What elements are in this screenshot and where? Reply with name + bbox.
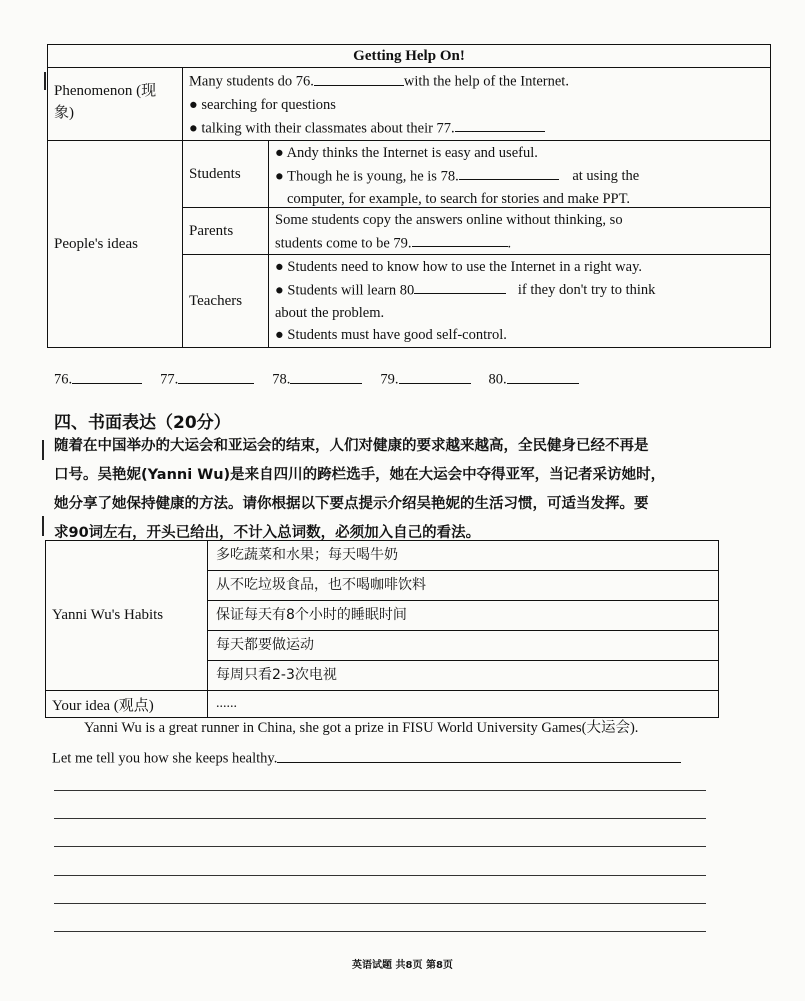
students-content: ● Andy thinks the Internet is easy and useful. ● Though he is young, he is 78. at using the computer, for example, to search for stories and make PPT.	[275, 145, 640, 207]
idea-row	[46, 691, 718, 717]
parents-row	[183, 208, 770, 255]
writing-line[interactable]	[54, 846, 706, 847]
phenomenon-row	[48, 68, 770, 141]
students-row	[183, 141, 770, 208]
ideas-group	[183, 141, 770, 347]
habit-item: 从不吃垃圾食品，也不喝咖啡饮料	[208, 571, 718, 601]
habits-list	[208, 541, 718, 690]
habit-item: 保证每天有8个小时的睡眠时间	[208, 601, 718, 631]
margin-mark	[42, 440, 44, 460]
essay-opening-line-2: Let me tell you how she keeps healthy.	[52, 747, 681, 768]
parents-content: Some students copy the answers online without thinking, so students come to be 79. .	[275, 212, 623, 251]
phenomenon-line-3: ● talking with their classmates about their 77.	[189, 117, 764, 141]
page-footer: 英语试题 共8页 第8页	[352, 960, 453, 971]
teachers-label: Teachers	[183, 255, 269, 347]
writing-line[interactable]	[54, 818, 706, 819]
teachers-row	[183, 255, 770, 347]
phenomenon-content	[183, 68, 770, 140]
habits-label: Yanni Wu's Habits	[46, 541, 208, 690]
answer-blanks	[54, 368, 694, 389]
parents-label: Parents	[183, 208, 269, 254]
blank-76[interactable]	[314, 70, 404, 86]
ideas-row	[48, 141, 770, 347]
habits-table	[45, 540, 719, 718]
idea-value: ......	[216, 696, 237, 711]
essay-opening-line-1: Yanni Wu is a great runner in China, she got a prize in FISU World University Games(大运会).	[84, 720, 639, 736]
writing-line[interactable]	[54, 931, 706, 932]
margin-mark	[42, 516, 44, 536]
habit-item: 多吃蔬菜和水果；每天喝牛奶	[208, 541, 718, 571]
phenomenon-label: Phenomenon (现象)	[48, 68, 183, 140]
answer-76[interactable]: 76.	[54, 368, 142, 389]
blank-79[interactable]	[412, 232, 508, 248]
writing-line[interactable]	[54, 790, 706, 791]
writing-line[interactable]	[54, 903, 706, 904]
habit-item: 每周只看2-3次电视	[216, 667, 337, 683]
margin-mark	[44, 72, 46, 90]
ideas-label: People's ideas	[48, 141, 183, 347]
habit-item: 每天都要做运动	[208, 631, 718, 661]
answer-79[interactable]: 79.	[380, 368, 470, 389]
section-instructions: 随着在中国举办的大运会和亚运会的结束，人们对健康的要求越来越高，全民健身已经不再是 口号。吴艳妮(Yanni Wu)是来自四川的跨栏选手，她在大运会中夺得亚军，当记者采访她时， 她分享了她保持健康的方法。请你根据以下要点提示介绍吴艳妮的生活习惯，可适当发挥。要 求90词左右，开头已给出，不计入总词数，必须加入自己的看法。	[54, 438, 666, 541]
essay-blank[interactable]	[277, 747, 681, 763]
students-label: Students	[183, 141, 269, 207]
blank-78[interactable]	[459, 165, 559, 181]
phenomenon-line-2: ● searching for questions	[189, 96, 336, 113]
phenomenon-line-1: Many students do 76. with the help of the Internet.	[189, 70, 764, 94]
getting-help-table	[47, 44, 771, 348]
writing-line[interactable]	[54, 875, 706, 876]
blank-77[interactable]	[455, 117, 545, 133]
idea-label: Your idea (观点)	[46, 691, 208, 717]
answer-77[interactable]: 77.	[160, 368, 254, 389]
answer-78[interactable]: 78.	[272, 368, 362, 389]
blank-80[interactable]	[414, 279, 506, 295]
table-title: Getting Help On!	[48, 45, 770, 68]
teachers-content: ● Students need to know how to use the Internet in a right way. ● Students will learn 80 if they don't try to think about the problem. ● Students must have good self-control.	[275, 259, 656, 343]
section-title: 四、书面表达（20分）	[54, 413, 231, 433]
habits-row	[46, 541, 718, 691]
answer-80[interactable]: 80.	[489, 368, 579, 389]
